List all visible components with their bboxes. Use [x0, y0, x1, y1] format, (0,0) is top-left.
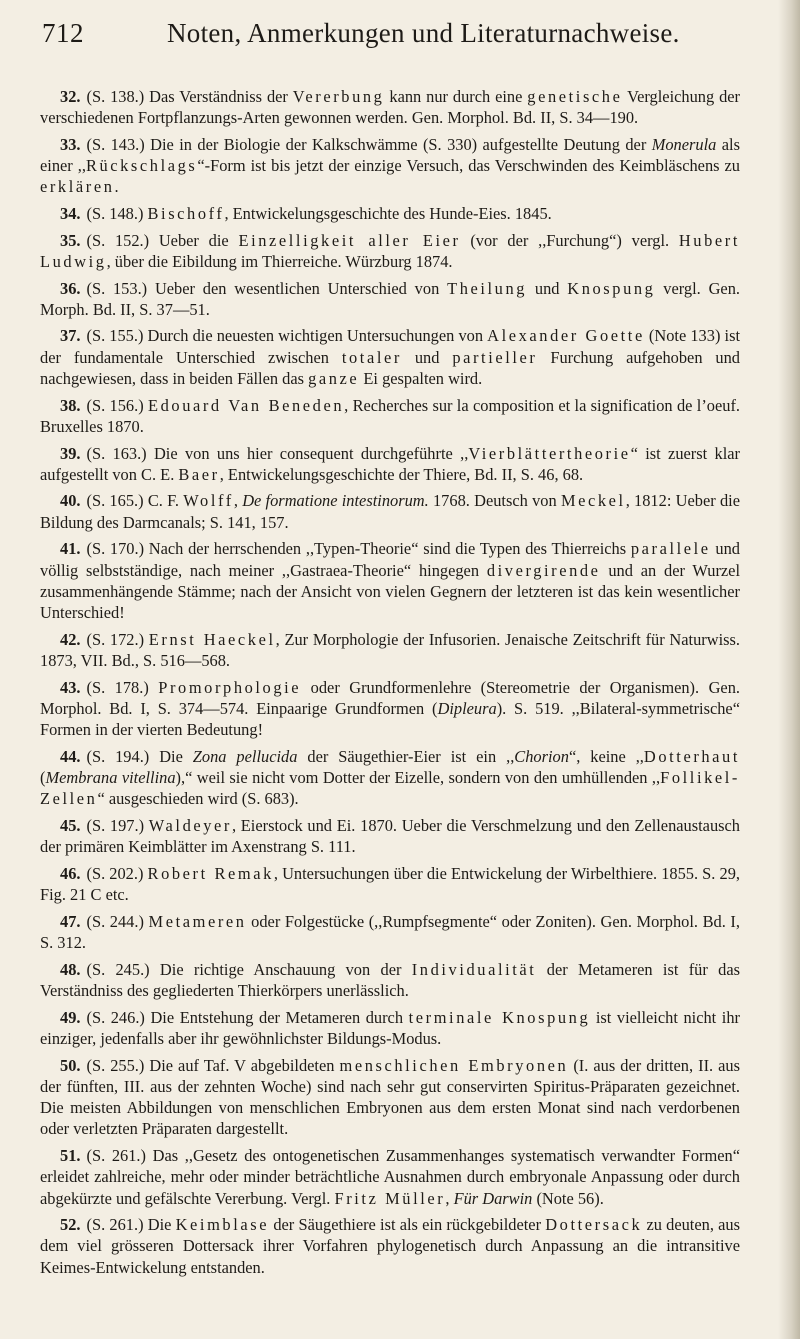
footnote-text: (Note 56).	[532, 1188, 604, 1208]
footnote-number: 36.	[60, 278, 81, 298]
footnote-text: ). S. 519. ,,Bilateral-symmetrische“ Formen in der vierten Bedeutung!	[40, 698, 740, 740]
footnote-37	[40, 325, 740, 389]
footnote-number: 48.	[60, 959, 81, 979]
footnote-number: 47.	[60, 911, 81, 931]
footnote-number: 43.	[60, 677, 81, 697]
footnote-text: , 1812: Ueber die Bildung des Darmcanals; S. 141, 157.	[40, 491, 740, 532]
spaced-emphasis: Dotterhaut	[643, 746, 740, 766]
footnote-text: ),“ weil sie nicht vom Dotter der Eizelle, sondern von den umhüllenden ,,	[175, 768, 661, 788]
footnote-46	[40, 863, 740, 906]
footnote-number: 45.	[60, 816, 81, 836]
footnote-text: der Säugethier-Eier ist ein ,,	[297, 746, 515, 766]
footnote-text: , Entwickelungsgeschichte der Thiere, Bd. II, S. 46, 68.	[219, 464, 584, 484]
spaced-emphasis: ganze	[308, 369, 360, 389]
footnote-text: “, keine ,,	[568, 746, 644, 766]
italic-title: Chorion	[514, 746, 569, 766]
spaced-emphasis: Edouard Van Beneden	[148, 395, 345, 415]
spaced-emphasis: Hubert Ludwig	[40, 230, 740, 271]
spaced-emphasis: menschlichen Embryonen	[339, 1055, 569, 1075]
italic-title: Für Darwin	[453, 1188, 533, 1208]
footnote-number: 52.	[60, 1215, 81, 1235]
footnote-text: (S. 170.) Nach der herrschenden ,,Typen-Theorie“ sind die Typen des Thierreichs	[86, 539, 631, 559]
footnote-52	[40, 1214, 740, 1278]
footnote-text: und	[527, 278, 568, 298]
footnote-text: (S. 261.) Die	[86, 1215, 176, 1235]
italic-title: Zona pellucida	[192, 746, 298, 766]
footnote-49	[40, 1007, 740, 1050]
footnote-47	[40, 911, 740, 954]
footnote-text: (Note 133) ist der fundamentale Unterschied zwischen	[40, 326, 741, 367]
footnote-text: (S. 143.) Die in der Biologie der Kalkschwämme (S. 330) aufgestellte Deutung der	[86, 134, 652, 154]
footnote-text: (S. 255.) Die auf Taf. V abgebildeten	[86, 1055, 340, 1075]
footnote-text: .	[114, 177, 119, 197]
italic-title: De formatione intestinorum.	[242, 491, 429, 511]
spaced-emphasis: Alexander Goette	[487, 326, 645, 346]
footnote-text: (S. 163.) Die von uns hier consequent durchgeführte ,,	[86, 443, 469, 463]
footnote-41	[40, 538, 740, 623]
footnote-text: und völlig selbstständige, nach meiner ,,Gastraea-Theorie“ hingegen	[40, 539, 740, 580]
footnote-text: “ ist zuerst klar aufgestellt von C. E.	[40, 443, 740, 484]
spaced-emphasis: Theilung	[447, 278, 528, 298]
footnote-text: (S. 165.) C. F.	[86, 491, 184, 511]
footnote-number: 41.	[60, 539, 81, 559]
footnote-text: ,	[445, 1188, 454, 1208]
footnote-number: 35.	[60, 230, 81, 250]
footnote-text: (S. 153.) Ueber den wesentlichen Unterschied von	[86, 278, 448, 298]
footnote-text: (S. 261.) Das ,,Gesetz des ontogenetischen Zusammenhanges systematisch verwandter Formen“ erleidet zahlreiche, mehr oder minder beträchtliche Ausnahmen durch embryonale Anpassung oder durch abgekürzte und gefälschte Vererbung. Vergl.	[40, 1146, 740, 1208]
footnote-text: (S. 152.) Ueber die	[86, 230, 239, 250]
spaced-emphasis: partieller	[452, 347, 538, 367]
spaced-emphasis: Dottersack	[545, 1215, 643, 1235]
footnote-text: der Metameren ist für das Verständniss des gegliederten Thierkörpers unerlässlich.	[40, 959, 740, 1001]
footnote-number: 33.	[60, 134, 81, 154]
footnote-text: “-Form ist bis jetzt der einzige Versuch, das Verschwinden des Keimbläschens zu	[197, 156, 740, 176]
footnote-number: 49.	[60, 1007, 81, 1027]
footnote-text: (S. 202.)	[86, 863, 148, 883]
footnote-48	[40, 959, 740, 1002]
footnote-40	[40, 490, 740, 533]
footnote-text: (vor der ,,Furchung“) vergl.	[460, 230, 679, 250]
spaced-emphasis: Baer	[178, 464, 220, 484]
footnote-number: 51.	[60, 1146, 81, 1165]
footnote-text: kann nur durch eine	[384, 87, 528, 106]
footnote-32	[40, 86, 740, 129]
spaced-emphasis: Robert Remak	[147, 863, 274, 883]
spaced-emphasis: Fritz Müller	[334, 1188, 446, 1208]
spaced-emphasis: Bischoff	[147, 204, 225, 224]
footnote-text: (S. 244.)	[86, 911, 149, 931]
footnote-text: (S. 194.) Die	[86, 746, 193, 766]
footnote-text: Furchung aufgehoben und nachgewiesen, dass in beiden Fällen das	[40, 347, 740, 389]
footnote-text: (S. 178.)	[86, 677, 159, 697]
spaced-emphasis: Meckel	[560, 491, 626, 511]
footnote-text: Vergleichung der verschiedenen Fortpflanzungs-Arten gewonnen werden. Gen. Morphol. Bd. II, S. 34—190.	[40, 87, 741, 128]
footnote-number: 37.	[60, 326, 81, 346]
footnote-number: 38.	[60, 395, 81, 415]
page-edge-shadow	[778, 0, 800, 1339]
spaced-emphasis: Promorphologie	[158, 677, 302, 697]
footnote-text: (S. 156.)	[86, 395, 148, 415]
footnote-text: 1768. Deutsch von	[428, 491, 561, 511]
footnote-text: (I. aus der dritten, II. aus der fünften, III. aus der zehnten Woche) sind nach sehr gut conservirten Spiritus-Präparaten gezeichnet. Die meisten Abbildungen von menschlichen Embryonen aus dem ersten Monat sind nach verdorbenen oder verletzten Präparaten dargestellt.	[40, 1055, 741, 1139]
footnote-45	[40, 815, 740, 858]
running-title: Noten, Anmerkungen und Literaturnachweise.	[167, 18, 680, 48]
spaced-emphasis: parallele	[630, 539, 711, 559]
spaced-emphasis: erklären	[40, 177, 115, 197]
footnote-text: , Untersuchungen über die Entwickelung der Wirbelthiere. 1855. S. 29, Fig. 21 C etc.	[40, 863, 740, 905]
footnote-text: , Eierstock und Ei. 1870. Ueber die Verschmelzung und den Zellenaustausch der primären Keimblätter im Axenstrang S. 111.	[40, 816, 741, 857]
spaced-emphasis: Wolff	[183, 491, 234, 511]
footnote-38	[40, 395, 740, 438]
footnote-text: (S. 148.)	[86, 204, 148, 224]
footnote-text: zu deuten, aus dem viel grösseren Dottersack ihrer Vorfahren phylogenetisch durch Anpassung an die intransitive Keimes-Entwickelung entstanden.	[40, 1215, 740, 1277]
footnote-42	[40, 629, 740, 672]
footnote-number: 39.	[60, 443, 81, 463]
footnote-text: ist vielleicht nicht ihr einziger, jedenfalls aber ihr gewöhnlichster Bildungs-Modus.	[40, 1007, 740, 1048]
footnote-text: ,	[233, 491, 243, 511]
footnote-51	[40, 1145, 740, 1209]
spaced-emphasis: Ernst Haeckel	[148, 629, 276, 649]
footnote-text: , Entwickelungsgeschichte des Hunde-Eies. 1845.	[224, 204, 552, 224]
spaced-emphasis: genetische	[527, 87, 623, 106]
footnote-text: (S. 138.) Das Verständniss der	[86, 87, 293, 106]
spaced-emphasis: Keimblase	[175, 1215, 270, 1235]
spaced-emphasis: divergirende	[486, 560, 601, 580]
footnote-text: oder Grundformenlehre (Stereometrie der Organismen). Gen. Morphol. Bd. I, S. 374—574. Einpaarige Grundformen (	[40, 677, 740, 718]
footnote-number: 44.	[60, 746, 81, 766]
footnote-text: der Säugethiere ist als ein rückgebildeter	[269, 1215, 546, 1235]
footnote-text: Ei gespalten wird.	[359, 369, 483, 389]
footnote-43	[40, 677, 740, 741]
footnote-text: “ ausgeschieden wird (S. 683).	[97, 789, 299, 809]
footnote-36	[40, 278, 740, 321]
footnote-text: (S. 197.)	[86, 816, 149, 836]
footnote-text: oder Folgestücke (,,Rumpfsegmente“ oder Zoniten). Gen. Morphol. Bd. I, S. 312.	[40, 911, 740, 953]
notes-list	[40, 86, 740, 1283]
spaced-emphasis: Follikel-Zellen	[40, 768, 740, 809]
italic-title: Membrana vitellina	[45, 768, 176, 788]
spaced-emphasis: Waldeyer	[148, 816, 232, 836]
page-header	[42, 18, 742, 58]
italic-title: Dipleura	[437, 698, 497, 718]
footnote-text: (S. 172.)	[86, 629, 149, 649]
footnote-text: , Recherches sur la composition et la signification de l’oeuf. Bruxelles 1870.	[40, 395, 740, 436]
spaced-emphasis: totaler	[341, 347, 402, 367]
spaced-emphasis: Metameren	[148, 911, 247, 931]
footnote-39	[40, 443, 740, 486]
italic-title: Monerula	[651, 134, 717, 154]
footnote-33	[40, 134, 740, 198]
spaced-emphasis: Vierblättertheorie	[468, 443, 631, 463]
footnote-44	[40, 746, 740, 810]
spaced-emphasis: Rückschlags	[85, 156, 198, 176]
spaced-emphasis: Vererbung	[292, 87, 385, 106]
footnote-text: (S. 245.) Die richtige Anschauung von der	[86, 959, 412, 979]
footnote-number: 40.	[60, 491, 81, 511]
footnote-number: 32.	[60, 87, 81, 106]
footnote-text: , Zur Morphologie der Infusorien. Jenaische Zeitschrift für Naturwiss. 1873, VII. Bd., S. 516—568.	[40, 629, 740, 671]
footnote-number: 42.	[60, 629, 81, 649]
footnote-50	[40, 1055, 740, 1140]
footnote-text: und	[401, 347, 453, 367]
footnote-number: 50.	[60, 1055, 81, 1075]
spaced-emphasis: Einzelligkeit aller Eier	[238, 230, 461, 250]
footnote-34	[40, 203, 740, 224]
footnote-number: 46.	[60, 863, 81, 883]
spaced-emphasis: Individualität	[411, 959, 537, 979]
footnote-text: (	[40, 768, 46, 788]
footnote-text: vergl. Gen. Morph. Bd. II, S. 37—51.	[40, 278, 740, 319]
footnote-text: (S. 246.) Die Entstehung der Metameren durch	[86, 1007, 409, 1027]
footnote-text: (S. 155.) Durch die neuesten wichtigen Untersuchungen von	[86, 326, 488, 346]
spaced-emphasis: Knospung	[567, 278, 656, 298]
spaced-emphasis: terminale Knospung	[408, 1007, 591, 1027]
footnote-text: , über die Eibildung im Thierreiche. Würzburg 1874.	[106, 251, 453, 271]
page-number: 712	[42, 18, 84, 48]
footnote-text: und an der Wurzel zusammenhängende Stämme; nach der Ansicht von vielen Gegnern der letzteren ist das kein wesentlicher Unterschied!	[40, 560, 740, 623]
footnote-text: als einer ,,	[40, 134, 740, 176]
footnote-number: 34.	[60, 204, 81, 224]
footnote-35	[40, 230, 740, 273]
